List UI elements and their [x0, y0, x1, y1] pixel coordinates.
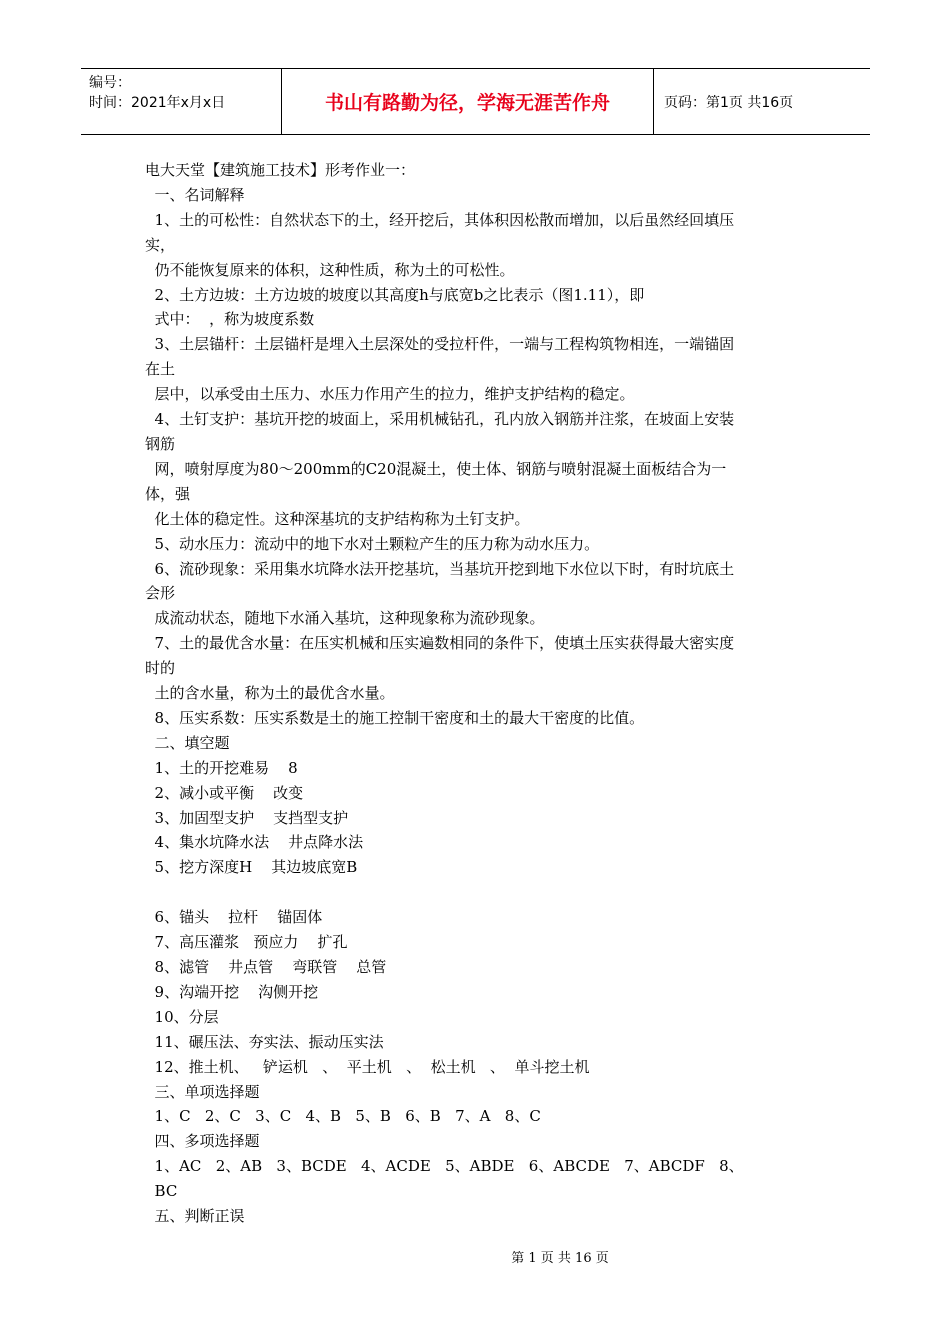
text-line: 四、多项选择题 [145, 1132, 260, 1151]
text-line: 仍不能恢复原来的体积，这种性质，称为土的可松性。 [145, 260, 515, 279]
document-body [145, 158, 811, 1229]
text-line: 钢筋 [145, 434, 176, 453]
text-line: 12、推土机、 铲运机 、 平土机 、 松土机 、 单斗挖土机 [145, 1057, 590, 1076]
text-line: 一、名词解释 [145, 185, 245, 204]
text-line: 式中： ，称为坡度系数 [145, 310, 315, 329]
text-line: 6、流砂现象：采用集水坑降水法开挖基坑，当基坑开挖到地下水位以下时，有时坑底土 [145, 559, 735, 578]
text-line: 时的 [145, 659, 176, 678]
text-line: 实， [145, 235, 176, 254]
document-date: 时间：2021年x月x日 [89, 95, 226, 111]
text-line: 化土体的稳定性。这种深基坑的支护结构称为土钉支护。 [145, 509, 530, 528]
text-line: 五、判断正误 [145, 1207, 245, 1226]
document-code: 编号： [89, 75, 131, 91]
text-line: 层中，以承受由土压力、水压力作用产生的拉力，维护支护结构的稳定。 [145, 385, 635, 404]
text-line: 三、单项选择题 [145, 1082, 260, 1101]
page-footer: 第 1 页 共 16 页 [511, 1251, 609, 1266]
text-line: 1、土的开挖难易 8 [145, 758, 298, 777]
header-meta [81, 69, 281, 134]
text-line: 6、锚头 拉杆 锚固体 [145, 908, 323, 927]
text-line: 在土 [145, 360, 176, 379]
text-line: 网，喷射厚度为80～200mm的C20混凝土，使土体、钢筋与喷射混凝土面板结合为一 [145, 459, 727, 478]
page-header [81, 68, 870, 135]
text-line: 1、C 2、C 3、C 4、B 5、B 6、B 7、A 8、C [145, 1107, 541, 1126]
text-line: 7、高压灌浆 预应力 扩孔 [145, 933, 348, 952]
text-line: 8、滤管 井点管 弯联管 总管 [145, 957, 387, 976]
text-line: 4、集水坑降水法 井点降水法 [145, 833, 364, 852]
text-line: 电大天堂【建筑施工技术】形考作业一： [145, 161, 416, 179]
text-line: 土的含水量，称为土的最优含水量。 [145, 684, 395, 703]
text-line: 7、土的最优含水量：在压实机械和压实遍数相同的条件下，使填土压实获得最大密实度 [145, 634, 735, 653]
text-line: 8、压实系数：压实系数是土的施工控制干密度和土的最大干密度的比值。 [145, 708, 645, 727]
text-line: BC [145, 1182, 178, 1201]
text-line: 3、土层锚杆：土层锚杆是埋入土层深处的受拉杆件，一端与工程构筑物相连，一端锚固 [145, 335, 735, 354]
text-line: 5、动水压力：流动中的地下水对土颗粒产生的压力称为动水压力。 [145, 534, 600, 553]
header-motto: 书山有路勤为径，学海无涯苦作舟 [281, 69, 654, 134]
text-line [145, 880, 811, 905]
text-line: 3、加固型支护 支挡型支护 [145, 808, 349, 827]
text-line: 4、土钉支护：基坑开挖的坡面上，采用机械钻孔，孔内放入钢筋并注浆，在坡面上安装 [145, 410, 735, 429]
text-line: 成流动状态，随地下水涌入基坑，这种现象称为流砂现象。 [145, 609, 545, 628]
text-line: 1、土的可松性：自然状态下的土，经开挖后，其体积因松散而增加，以后虽然经回填压 [145, 210, 735, 229]
text-line: 10、分层 [145, 1007, 219, 1026]
text-line: 1、AC 2、AB 3、BCDE 4、ACDE 5、ABDE 6、ABCDE 7、ABCDF 8、 [145, 1157, 744, 1176]
text-line: 2、土方边坡：土方边坡的坡度以其高度h与底宽b之比表示（图1.11），即 [145, 285, 645, 304]
text-line: 9、沟端开挖 沟侧开挖 [145, 982, 319, 1001]
header-page-number: 页码：第1页 共16页 [664, 94, 794, 111]
text-line: 2、减小或平衡 改变 [145, 783, 304, 802]
text-line: 5、挖方深度H 其边坡底宽B [145, 858, 358, 877]
text-line: 11、碾压法、夯实法、振动压实法 [145, 1032, 384, 1051]
text-line: 二、填空题 [145, 733, 230, 752]
text-line: 会形 [145, 584, 176, 603]
text-line: 体，强 [145, 484, 191, 503]
